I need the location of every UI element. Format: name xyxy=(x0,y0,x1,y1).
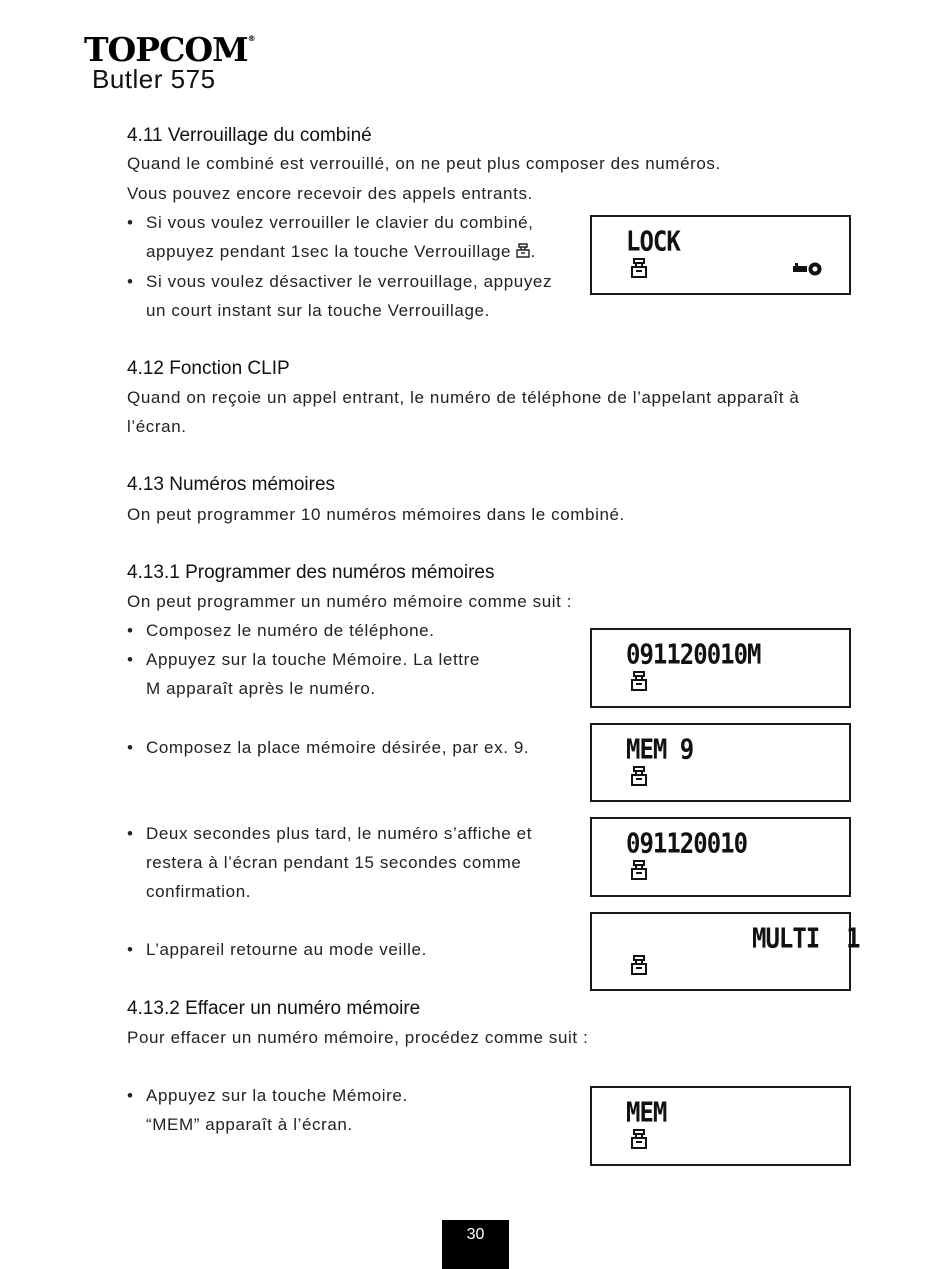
handset-icon xyxy=(630,257,648,279)
text-4-11-b1-line1: Si vous voulez verrouiller le clavier du combiné, xyxy=(146,213,534,232)
text-4-13-1-b2-line2: M apparaît après le numéro. xyxy=(146,679,376,698)
lcd-text-number: 091120010 xyxy=(626,827,748,860)
text-4-13-1-intro: On peut programmer un numéro mémoire comme suit : xyxy=(127,592,573,611)
page-number: 30 xyxy=(442,1220,509,1269)
text-4-11-line1: Quand le combiné est verrouillé, on ne peut plus composer des numéros. xyxy=(127,154,721,173)
lcd-display-number-m xyxy=(590,628,851,708)
handset-icon xyxy=(516,242,530,259)
lcd-display-number xyxy=(590,817,851,897)
lcd-text-mem9: MEM 9 xyxy=(626,733,694,766)
text-4-13-1-b4-line3: confirmation. xyxy=(146,882,252,901)
model-name: Butler 575 xyxy=(92,64,216,94)
bullet: • xyxy=(127,824,133,843)
text-4-13-2-b1-line2: “MEM” apparaît à l’écran. xyxy=(146,1115,353,1134)
handset-icon xyxy=(630,765,648,787)
text-4-11-b2-line1: Si vous voulez désactiver le verrouillage, appuyez xyxy=(146,272,553,291)
bullet: • xyxy=(127,272,133,291)
bullet: • xyxy=(127,650,133,669)
lcd-text-multi: MULTI 1 xyxy=(752,922,860,955)
bullet: • xyxy=(127,738,133,757)
lcd-text-lock: LOCK xyxy=(626,225,680,258)
lcd-display-multi xyxy=(590,912,860,991)
text-4-11-b1-line2 xyxy=(146,242,536,262)
heading-4-13: 4.13 Numéros mémoires xyxy=(127,474,336,495)
text-4-13-1-b1: Composez le numéro de téléphone. xyxy=(146,621,435,640)
registered-mark: ® xyxy=(247,34,255,43)
heading-4-11: 4.11 Verrouillage du combiné xyxy=(127,125,372,146)
text-4-13-2-b1-line1: Appuyez sur la touche Mémoire. xyxy=(146,1086,408,1105)
text-4-12-line2: l’écran. xyxy=(127,417,187,436)
text-4-13-line1: On peut programmer 10 numéros mémoires dans le combiné. xyxy=(127,505,625,524)
text-4-13-1-b2-line1: Appuyez sur la touche Mémoire. La lettre xyxy=(146,650,480,669)
bullet: • xyxy=(127,621,133,640)
text-4-13-1-b3: Composez la place mémoire désirée, par ex. 9. xyxy=(146,738,530,757)
text-4-13-1-b5: L’appareil retourne au mode veille. xyxy=(146,940,427,959)
heading-4-12: 4.12 Fonction CLIP xyxy=(127,358,290,379)
bullet: • xyxy=(127,213,133,232)
lcd-display-mem xyxy=(590,1086,851,1166)
text-4-11-b1-line2a: appuyez pendant 1sec la touche Verrouillage xyxy=(146,242,512,261)
text-4-11-b1-line2b: . xyxy=(530,242,536,261)
lcd-display-lock xyxy=(590,215,851,295)
bullet: • xyxy=(127,940,133,959)
bullet: • xyxy=(127,1086,133,1105)
lcd-text-mem: MEM xyxy=(626,1096,667,1129)
key-lock-icon xyxy=(792,261,824,277)
text-4-12-line1: Quand on reçoie un appel entrant, le numéro de téléphone de l’appelant apparaît à xyxy=(127,388,800,407)
handset-icon xyxy=(630,954,648,976)
text-4-13-2-intro: Pour effacer un numéro mémoire, procédez comme suit : xyxy=(127,1028,589,1047)
lcd-display-mem9 xyxy=(590,723,851,802)
handset-icon xyxy=(630,859,648,881)
text-4-11-b2-line2: un court instant sur la touche Verrouillage. xyxy=(146,301,490,320)
logo-text: TOPCOM xyxy=(84,30,248,69)
heading-4-13-1: 4.13.1 Programmer des numéros mémoires xyxy=(127,562,495,583)
handset-icon xyxy=(630,670,648,692)
handset-icon xyxy=(630,1128,648,1150)
text-4-11-line2: Vous pouvez encore recevoir des appels entrants. xyxy=(127,184,533,203)
heading-4-13-2: 4.13.2 Effacer un numéro mémoire xyxy=(127,998,421,1019)
text-4-13-1-b4-line2: restera à l’écran pendant 15 secondes comme xyxy=(146,853,522,872)
text-4-13-1-b4-line1: Deux secondes plus tard, le numéro s’affiche et xyxy=(146,824,533,843)
lcd-text-number-m: 091120010M xyxy=(626,638,761,671)
